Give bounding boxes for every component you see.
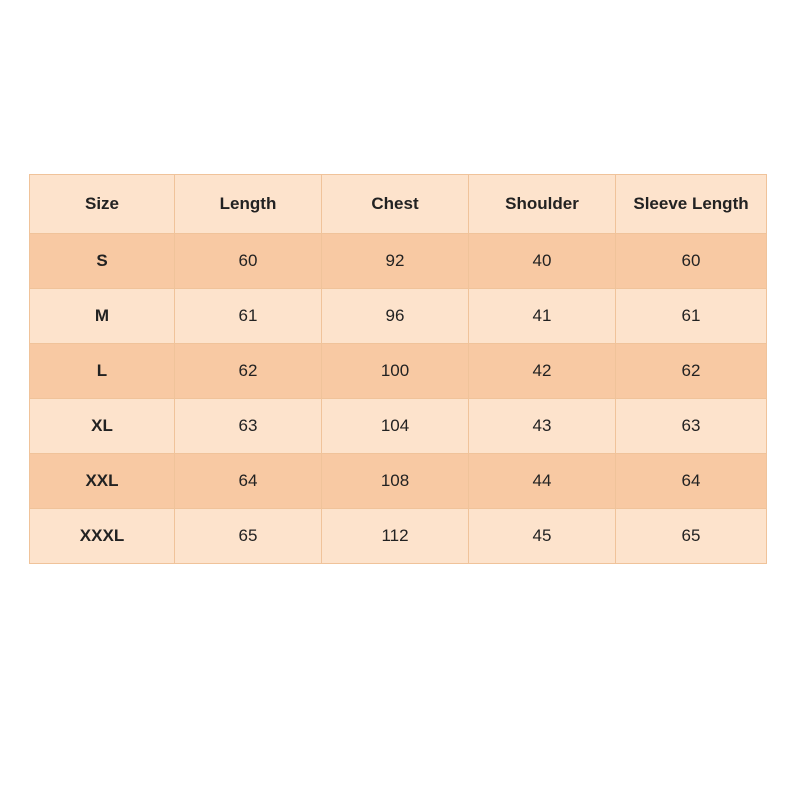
table-row bbox=[30, 454, 767, 509]
size-cell: XL bbox=[30, 399, 175, 454]
table-row bbox=[30, 289, 767, 344]
size-cell: XXXL bbox=[30, 509, 175, 564]
shoulder-cell: 44 bbox=[469, 454, 616, 509]
shoulder-cell: 42 bbox=[469, 344, 616, 399]
size-chart-table bbox=[29, 174, 767, 564]
header-length: Length bbox=[175, 175, 322, 234]
length-cell: 62 bbox=[175, 344, 322, 399]
sleeve-length-cell: 65 bbox=[616, 509, 767, 564]
length-cell: 63 bbox=[175, 399, 322, 454]
size-cell: XXL bbox=[30, 454, 175, 509]
shoulder-cell: 43 bbox=[469, 399, 616, 454]
header-shoulder: Shoulder bbox=[469, 175, 616, 234]
header-row bbox=[30, 175, 767, 234]
header-sleeve-length: Sleeve Length bbox=[616, 175, 767, 234]
size-cell: L bbox=[30, 344, 175, 399]
sleeve-length-cell: 60 bbox=[616, 234, 767, 289]
shoulder-cell: 40 bbox=[469, 234, 616, 289]
table-row bbox=[30, 399, 767, 454]
table-row bbox=[30, 234, 767, 289]
length-cell: 60 bbox=[175, 234, 322, 289]
length-cell: 61 bbox=[175, 289, 322, 344]
shoulder-cell: 45 bbox=[469, 509, 616, 564]
length-cell: 65 bbox=[175, 509, 322, 564]
chest-cell: 108 bbox=[322, 454, 469, 509]
chest-cell: 96 bbox=[322, 289, 469, 344]
length-cell: 64 bbox=[175, 454, 322, 509]
size-cell: M bbox=[30, 289, 175, 344]
sleeve-length-cell: 61 bbox=[616, 289, 767, 344]
size-cell: S bbox=[30, 234, 175, 289]
table-row bbox=[30, 509, 767, 564]
sleeve-length-cell: 62 bbox=[616, 344, 767, 399]
sleeve-length-cell: 64 bbox=[616, 454, 767, 509]
chest-cell: 92 bbox=[322, 234, 469, 289]
shoulder-cell: 41 bbox=[469, 289, 616, 344]
chest-cell: 112 bbox=[322, 509, 469, 564]
table-row bbox=[30, 344, 767, 399]
sleeve-length-cell: 63 bbox=[616, 399, 767, 454]
header-size: Size bbox=[30, 175, 175, 234]
chest-cell: 104 bbox=[322, 399, 469, 454]
header-chest: Chest bbox=[322, 175, 469, 234]
chest-cell: 100 bbox=[322, 344, 469, 399]
